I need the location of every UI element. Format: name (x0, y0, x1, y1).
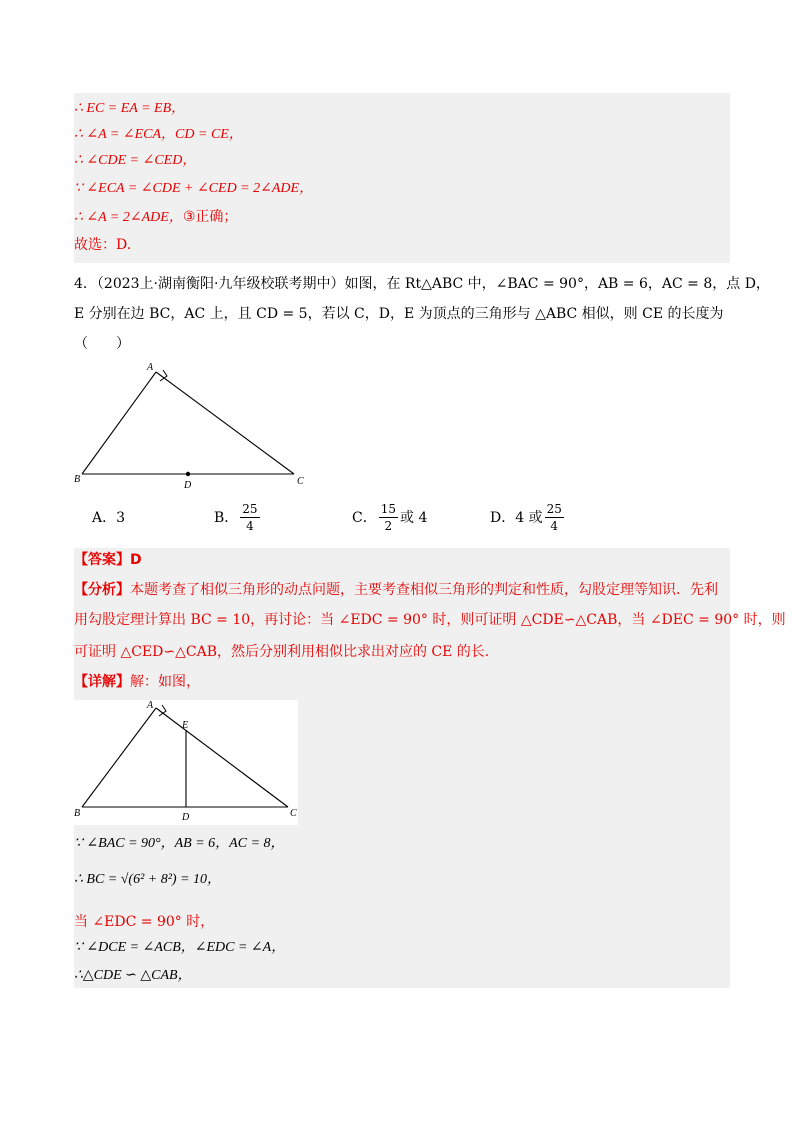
label-c: C (290, 808, 297, 819)
question-source: （2023上·湖南衡阳·九年级校联考期中） (96, 276, 345, 292)
detail-step-5 (74, 966, 192, 986)
detail-step-4-text: ∵ ∠DCE = ∠ACB，∠EDC = ∠A， (74, 940, 286, 955)
question-line-1 (74, 274, 770, 294)
point-d (186, 472, 190, 476)
label-e: E (182, 720, 189, 731)
triangle-figure-1 (74, 360, 308, 492)
side-ab (82, 708, 156, 807)
option-a[interactable] (92, 496, 125, 538)
option-d-label: D．4 或 (490, 510, 543, 526)
option-c-denominator: 2 (384, 518, 393, 533)
label-c: C (297, 476, 304, 487)
answer-options (92, 496, 692, 538)
label-b: B (74, 808, 81, 819)
side-ab (82, 372, 156, 474)
label-a: A (147, 700, 154, 711)
analysis-line-1 (74, 580, 718, 600)
option-d-denominator: 4 (550, 518, 559, 533)
side-ac (156, 708, 288, 807)
question-number: 4． (74, 276, 97, 292)
option-b-denominator: 4 (246, 518, 254, 533)
label-d: D (182, 812, 190, 823)
option-c-fraction (379, 501, 398, 534)
side-ac (156, 372, 294, 474)
option-c[interactable] (352, 496, 427, 538)
option-c-suffix: 或 4 (400, 510, 428, 526)
solution-line-4: ∵ ∠ECA = ∠CDE + ∠CED = 2∠ADE， (74, 181, 314, 196)
label-d: D (184, 480, 192, 491)
detail-step-1-text: ∵ ∠BAC = 90°，AB = 6，AC = 8， (74, 836, 285, 851)
question-line-2: E 分别在边 BC，AC 上，且 CD = 5，若以 C，D，E 为顶点的三角形与 △ABC 相似，则 CE 的长度为 (74, 306, 724, 322)
option-c-label: C． (352, 510, 377, 526)
option-d[interactable] (490, 496, 566, 538)
triangle-figure-2 (74, 700, 298, 825)
solution-line-2: ∴ ∠A = ∠ECA，CD = CE， (74, 127, 243, 142)
analysis-line-3: 可证明 △CED∽△CAB，然后分别利用相似比求出对应的 CE 的长. (74, 644, 490, 660)
option-b-fraction (240, 501, 259, 534)
analysis-text-1: 本题考查了相似三角形的动点问题，主要考查相似三角形的判定和性质，勾股定理等知识．先利 (130, 582, 718, 598)
detail-text: 解：如图， (130, 674, 200, 690)
answer-block (74, 548, 786, 988)
option-b-label: B． (214, 510, 239, 526)
option-b-numerator: 25 (242, 501, 258, 516)
solution-line-6: 故选：D. (74, 237, 132, 253)
option-d-fraction (545, 501, 564, 534)
option-a-label: A．3 (92, 510, 126, 526)
detail-step-5-text: ∴△CDE ∽ △CAB， (74, 968, 192, 983)
question-line-3: （ ） (74, 336, 130, 352)
detail-step-3: 当 ∠EDC = 90° 时， (74, 914, 215, 930)
solution-line-1: ∴ EC = EA = EB， (74, 101, 186, 116)
detail-step-1 (74, 834, 285, 854)
detail-step-2 (74, 870, 221, 890)
solution-line-5-text: ③正确； (182, 209, 238, 225)
option-b[interactable] (214, 496, 262, 538)
detail-tag: 【详解】 (74, 674, 130, 690)
solution-line-5 (74, 207, 237, 228)
question-line-1-rest: 如图，在 Rt△ABC 中，∠BAC = 90°，AB = 6，AC = 8，点 D， (344, 276, 770, 292)
solution-line-5-math: ∴ ∠A = 2∠ADE， (74, 210, 183, 225)
detail-step-4 (74, 938, 285, 958)
solution-line-3: ∴ ∠CDE = ∠CED， (74, 153, 197, 168)
analysis-line-2: 用勾股定理计算出 BC = 10，再讨论：当 ∠EDC = 90° 时，则可证明 △CDE∽△CAB，当 ∠DEC = 90° 时，则 (74, 612, 786, 628)
label-b: B (74, 474, 81, 485)
option-c-numerator: 15 (380, 501, 396, 516)
option-d-numerator: 25 (546, 501, 562, 516)
detail-step-2-text: ∴ BC = √(6² + 8²) = 10， (74, 872, 222, 887)
answer-tag: 【答案】D (74, 552, 142, 568)
analysis-tag: 【分析】 (74, 582, 130, 598)
detail-line (74, 672, 200, 692)
label-a: A (147, 362, 154, 373)
previous-solution-block (74, 93, 730, 263)
